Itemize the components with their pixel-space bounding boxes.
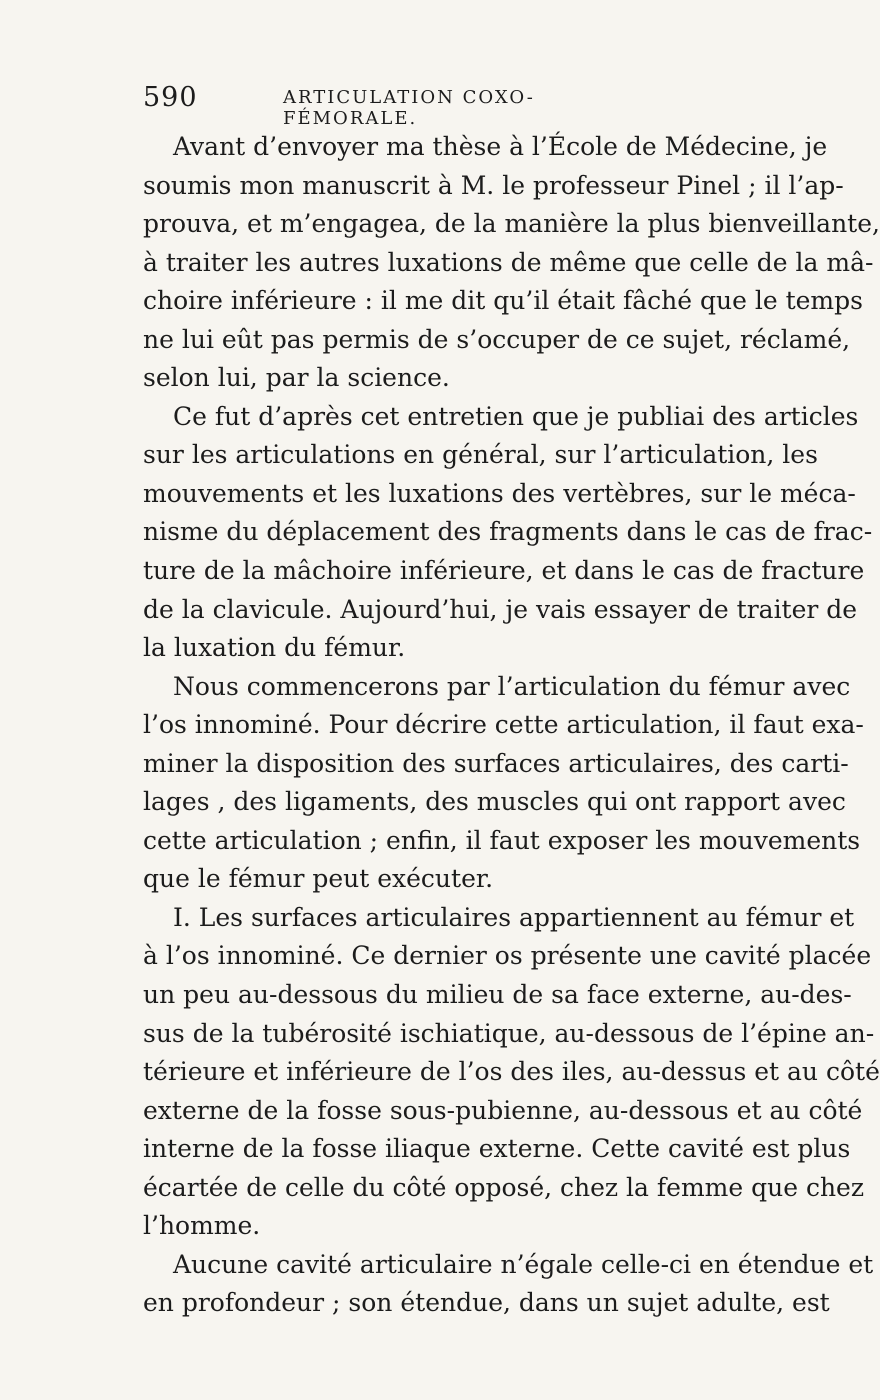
text-line: la luxation du fémur. [143, 633, 406, 663]
paragraph [143, 398, 873, 668]
text-line: que le fémur peut exécuter. [143, 864, 494, 894]
text-line: I. Les surfaces articulaires appartiennent au fémur et [173, 902, 855, 932]
text-line: Aucune cavité articulaire n’égale celle-ci en étendue et [173, 1249, 874, 1279]
text-line: en profondeur ; son étendue, dans un sujet adulte, est [143, 1288, 830, 1318]
text-line: térieure et inférieure de l’os des iles, au-dessus et au côté [143, 1057, 880, 1087]
text-line: l’homme. [143, 1211, 261, 1241]
running-head [143, 82, 643, 129]
paragraph [143, 668, 864, 899]
text-line: cette articulation ; enfin, il faut exposer les mouvements [143, 825, 861, 855]
text-line: nisme du déplacement des fragments dans le cas de frac- [143, 517, 873, 547]
text-line: choire inférieure : il me dit qu’il était fâché que le temps [143, 286, 863, 316]
paragraph [143, 899, 880, 1246]
paragraph [143, 128, 880, 398]
text-line: miner la disposition des surfaces articulaires, des carti- [143, 748, 849, 778]
text-line: interne de la fosse iliaque externe. Cette cavité est plus [143, 1134, 851, 1164]
text-line: un peu au-dessous du milieu de sa face externe, au-des- [143, 980, 852, 1010]
text-line: écartée de celle du côté opposé, chez la femme que chez [143, 1172, 865, 1202]
text-line: l’os innominé. Pour décrire cette articulation, il faut exa- [143, 710, 864, 740]
text-line: à l’os innominé. Ce dernier os présente une cavité placée [143, 941, 872, 971]
body-text [143, 128, 880, 1323]
text-line: sur les articulations en général, sur l’articulation, les [143, 440, 818, 470]
text-line: de la clavicule. Aujourd’hui, je vais essayer de traiter de [143, 594, 858, 624]
text-line: ture de la mâchoire inférieure, et dans le cas de fracture [143, 556, 865, 586]
text-line: mouvements et les luxations des vertèbres, sur le méca- [143, 478, 856, 508]
text-line: selon lui, par la science. [143, 363, 450, 393]
text-line: prouva, et m’engagea, de la manière la plus bienveillante, [143, 209, 880, 239]
page-number: 590 [143, 82, 198, 113]
text-line: externe de la fosse sous-pubienne, au-dessous et au côté [143, 1095, 863, 1125]
text-line: soumis mon manuscrit à M. le professeur Pinel ; il l’ap- [143, 170, 844, 200]
paragraph [143, 1246, 874, 1323]
text-line: Ce fut d’après cet entretien que je publiai des articles [173, 401, 859, 431]
text-line: à traiter les autres luxations de même que celle de la mâ- [143, 247, 874, 277]
text-line: Nous commencerons par l’articulation du fémur avec [173, 671, 851, 701]
text-line: Avant d’envoyer ma thèse à l’École de Médecine, je [173, 132, 828, 161]
text-line: ne lui eût pas permis de s’occuper de ce sujet, réclamé, [143, 324, 851, 354]
text-line: lages , des ligaments, des muscles qui ont rapport avec [143, 787, 846, 817]
running-title: ARTICULATION COXO-FÉMORALE. [283, 87, 535, 129]
text-line: sus de la tubérosité ischiatique, au-dessous de l’épine an- [143, 1018, 875, 1048]
